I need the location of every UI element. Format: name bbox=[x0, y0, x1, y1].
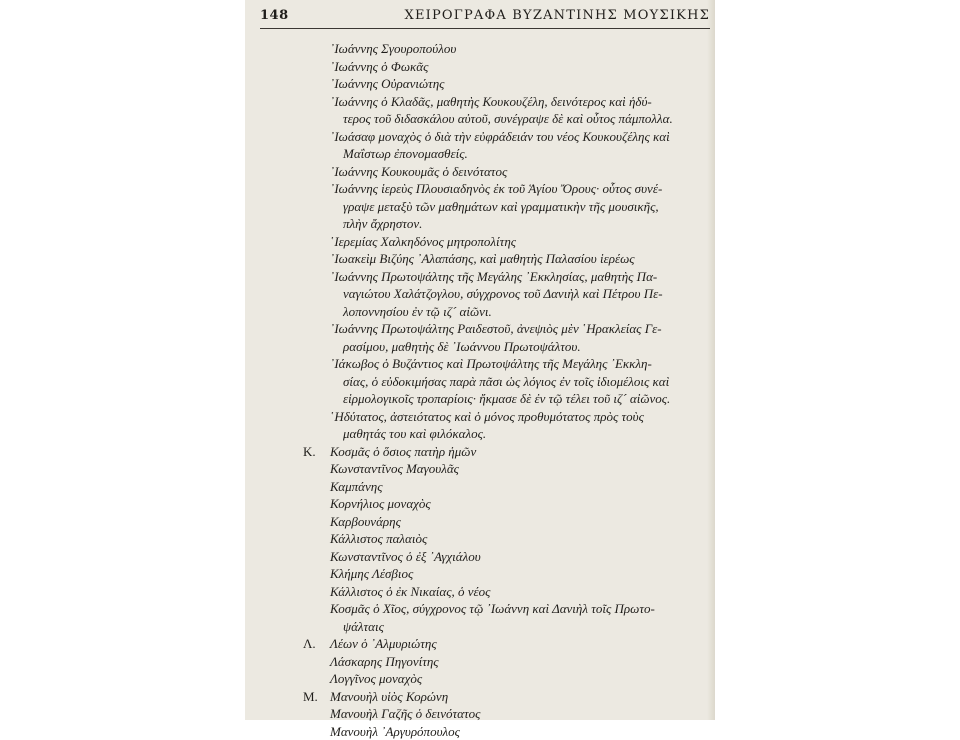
text-line bbox=[245, 548, 715, 566]
text-line bbox=[245, 268, 715, 286]
text-line bbox=[245, 705, 715, 723]
entry-continuation: μαθητάς του καὶ φιλόκαλος. bbox=[343, 425, 486, 443]
text-line bbox=[245, 443, 715, 461]
text-line bbox=[245, 40, 715, 58]
entry-text: Μανουὴλ Γαζῆς ὁ δεινότατος bbox=[330, 705, 480, 723]
text-line bbox=[245, 250, 715, 268]
text-line bbox=[245, 180, 715, 198]
text-line bbox=[245, 338, 715, 356]
text-line bbox=[245, 530, 715, 548]
section-letter: Κ. bbox=[303, 443, 316, 461]
entry-text: ᾿Ιωάννης Πρωτοψάλτης τῆς Μεγάλης ᾿Εκκλησίας, μαθητὴς Πα- bbox=[330, 268, 657, 286]
entry-text: Κωνσταντῖνος ὁ ἐξ ᾿Αγχιάλου bbox=[330, 548, 481, 566]
page-header bbox=[260, 6, 710, 29]
text-line bbox=[245, 163, 715, 181]
running-title: ΧΕΙΡΟΓΡΑΦΑ ΒΥΖΑΝΤΙΝΗΣ ΜΟΥΣΙΚΗΣ bbox=[404, 8, 710, 23]
text-line bbox=[245, 233, 715, 251]
entry-text: ᾿Ιωάννης ἱερεὺς Πλουσιαδηνὸς ἐκ τοῦ Ἁγίου Ὄρους· οὗτος συνέ- bbox=[330, 180, 662, 198]
text-line bbox=[245, 565, 715, 583]
entry-text: Κοσμᾶς ὁ Χῖος, σύγχρονος τῷ ᾿Ιωάννη καὶ Δανιὴλ τοῖς Πρωτο- bbox=[330, 600, 655, 618]
entry-continuation: πλὴν ἄχρηστον. bbox=[343, 215, 422, 233]
text-line bbox=[245, 653, 715, 671]
entry-text: Μανουὴλ υἱὸς Κορώνη bbox=[330, 688, 448, 706]
entry-text: ᾿Ιωάννης ὁ Φωκᾶς bbox=[330, 58, 428, 76]
text-line bbox=[245, 355, 715, 373]
entry-continuation: λοποννησίου ἐν τῷ ιζ´ αἰῶνι. bbox=[343, 303, 492, 321]
entry-text: Κλήμης Λέσβιος bbox=[330, 565, 413, 583]
text-line bbox=[245, 285, 715, 303]
entry-continuation: σίας, ὁ εὐδοκιμήσας παρὰ πᾶσι ὡς λόγιος ἐν τοῖς ἰδιομέλοις καὶ bbox=[343, 373, 669, 391]
entry-text: ῾Ιερεμίας Χαλκηδόνος μητροπολίτης bbox=[330, 233, 516, 251]
text-line bbox=[245, 635, 715, 653]
text-line bbox=[245, 145, 715, 163]
text-line bbox=[245, 513, 715, 531]
entry-continuation: ψάλταις bbox=[343, 618, 384, 636]
text-line bbox=[245, 198, 715, 216]
entry-text: ᾿Ιωάννης Κουκουμᾶς ὁ δεινότατος bbox=[330, 163, 507, 181]
entry-text: ᾿Ιωάννης Πρωτοψάλτης Ραιδεστοῦ, ἀνεψιὸς μὲν ῾Ηρακλείας Γε- bbox=[330, 320, 662, 338]
text-line bbox=[245, 93, 715, 111]
text-line bbox=[245, 583, 715, 601]
text-line bbox=[245, 215, 715, 233]
entry-text: ᾿Ιωάσαφ μοναχὸς ὁ διὰ τὴν εὐφράδειάν του νέος Κουκουζέλης καὶ bbox=[330, 128, 670, 146]
section-letter: Μ. bbox=[303, 688, 318, 706]
text-line bbox=[245, 58, 715, 76]
entry-continuation: εἱρμολογικοῖς τροπαρίοις· ἤκμασε δὲ ἐν τῷ τέλει τοῦ ιζ´ αἰῶνος. bbox=[343, 390, 670, 408]
entry-continuation: ναγιώτου Χαλάτζογλου, σύγχρονος τοῦ Δανιὴλ καὶ Πέτρου Πε- bbox=[343, 285, 663, 303]
entry-text: Κοσμᾶς ὁ ὅσιος πατὴρ ἡμῶν bbox=[330, 443, 476, 461]
text-line bbox=[245, 425, 715, 443]
entry-text: Κωνσταντῖνος Μαγουλᾶς bbox=[330, 460, 459, 478]
text-line bbox=[245, 390, 715, 408]
entry-continuation: τερος τοῦ διδασκάλου αὐτοῦ, συνέγραψε δὲ καὶ οὗτος πάμπολλα. bbox=[343, 110, 673, 128]
entry-continuation: ρασίμου, μαθητὴς δὲ ᾿Ιωάννου Πρωτοψάλτου. bbox=[343, 338, 581, 356]
section-letter: Λ. bbox=[303, 635, 316, 653]
text-line bbox=[245, 110, 715, 128]
entry-text: Λέων ὁ ᾿Αλμυριώτης bbox=[330, 635, 437, 653]
entry-text: ᾿Ιωάννης Σγουροπούλου bbox=[330, 40, 456, 58]
composer-list bbox=[245, 40, 715, 740]
text-line bbox=[245, 460, 715, 478]
text-line bbox=[245, 373, 715, 391]
entry-text: Καμπάνης bbox=[330, 478, 382, 496]
text-line bbox=[245, 478, 715, 496]
text-line bbox=[245, 408, 715, 426]
entry-text: Καρβουνάρης bbox=[330, 513, 401, 531]
text-line bbox=[245, 600, 715, 618]
entry-text: ᾿Ιάκωβος ὁ Βυζάντιος καὶ Πρωτοψάλτης τῆς Μεγάλης ᾿Εκκλη- bbox=[330, 355, 652, 373]
entry-text: Λογγῖνος μοναχὸς bbox=[330, 670, 422, 688]
text-line bbox=[245, 75, 715, 93]
entry-text: ᾿Ιωάννης Οὐρανιώτης bbox=[330, 75, 444, 93]
entry-continuation: Μαΐστωρ ἐπονομασθείς. bbox=[343, 145, 468, 163]
text-line bbox=[245, 618, 715, 636]
entry-continuation: γραψε μεταξὺ τῶν μαθημάτων καὶ γραμματικὴν τῆς μουσικῆς, bbox=[343, 198, 659, 216]
entry-text: ῾Ηδύτατος, ἀστειότατος καὶ ὁ μόνος προθυμότατος πρὸς τοὺς bbox=[330, 408, 644, 426]
entry-text: Κορνήλιος μοναχὸς bbox=[330, 495, 431, 513]
book-page bbox=[245, 0, 715, 720]
text-line bbox=[245, 688, 715, 706]
text-line bbox=[245, 495, 715, 513]
text-line bbox=[245, 303, 715, 321]
text-line bbox=[245, 670, 715, 688]
entry-text: Κάλλιστος ὁ ἐκ Νικαίας, ὁ νέος bbox=[330, 583, 490, 601]
entry-text: Κάλλιστος παλαιὸς bbox=[330, 530, 427, 548]
entry-text: Μανουὴλ ᾿Αργυρόπουλος bbox=[330, 723, 460, 740]
text-line bbox=[245, 723, 715, 740]
entry-text: Λάσκαρης Πηγονίτης bbox=[330, 653, 439, 671]
text-line bbox=[245, 320, 715, 338]
text-line bbox=[245, 128, 715, 146]
page-number: 148 bbox=[260, 8, 289, 23]
entry-text: ᾿Ιωακεὶμ Βιζύης ᾿Αλαπάσης, καὶ μαθητὴς Παλασίου ἱερέως bbox=[330, 250, 635, 268]
entry-text: ᾿Ιωάννης ὁ Κλαδᾶς, μαθητὴς Κουκουζέλη, δεινότερος καὶ ἡδύ- bbox=[330, 93, 652, 111]
